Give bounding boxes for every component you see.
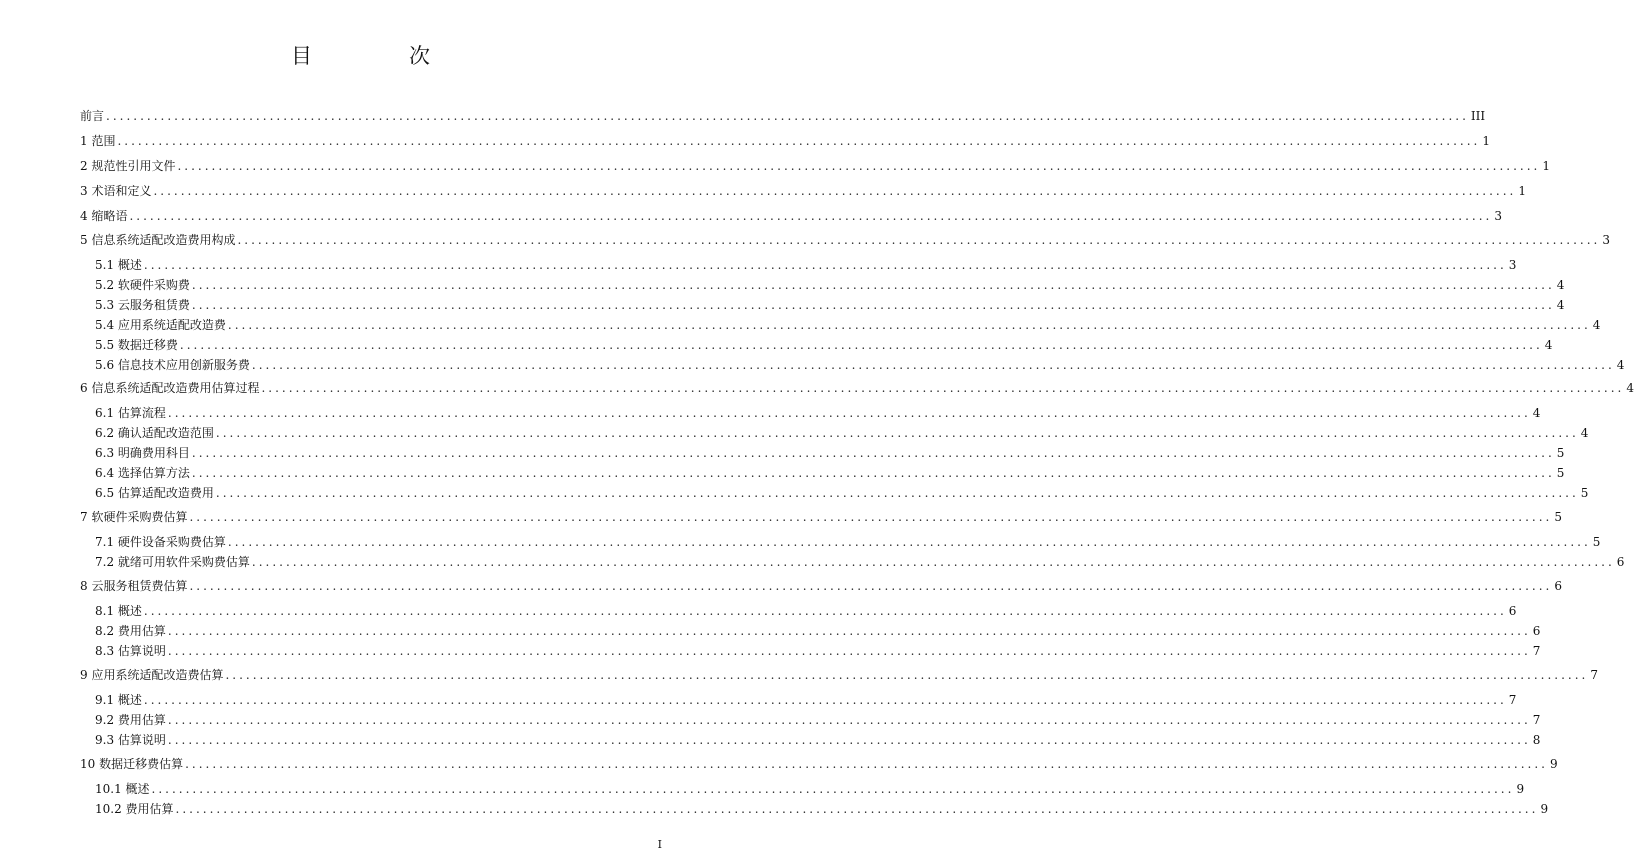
toc-entry[interactable] (95, 402, 1541, 420)
toc-entry-label: 5.1 概述 (95, 258, 142, 272)
toc-entry-page: 3 (1508, 258, 1517, 272)
toc-entry-page: 9 (1549, 757, 1558, 771)
toc-entry-page: 4 (1592, 318, 1601, 332)
toc-leader-dots: ........................................................................................................................................................................................................ (227, 318, 1591, 332)
toc-entry-page: 6 (1532, 624, 1541, 638)
toc-leader-dots: ........................................................................................................................................................................................................ (179, 338, 1543, 352)
toc-leader-dots: ........................................................................................................................................................................................................ (143, 693, 1507, 707)
toc-leader-dots: ........................................................................................................................................................................................................ (215, 426, 1579, 440)
toc-entry[interactable] (95, 314, 1601, 332)
toc-entry-label: 10.1 概述 (95, 782, 150, 796)
toc-entry-label: 6.5 估算适配改造费用 (95, 486, 214, 500)
toc-entry-page: 5 (1554, 510, 1562, 524)
toc-entry-label: 7.2 就绪可用软件采购费估算 (95, 555, 250, 569)
toc-entry[interactable] (80, 506, 1562, 524)
toc-entry-label: 6.2 确认适配改造范围 (95, 426, 214, 440)
toc-entry[interactable] (95, 689, 1517, 707)
toc-entry-label: 前言 (80, 109, 105, 123)
toc-leader-dots: ........................................................................................................................................................................................................ (153, 184, 1517, 198)
toc-entry[interactable] (80, 377, 1634, 395)
toc-entry-label: 4 缩略语 (80, 209, 128, 223)
page-title: 目 次 (291, 44, 468, 68)
toc-entry-label: 6.3 明确费用科目 (95, 446, 190, 460)
toc-leader-dots: ........................................................................................................................................................................................................ (191, 278, 1555, 292)
toc-entry-label: 5.3 云服务租赁费 (95, 298, 190, 312)
toc-entry-label: 3 术语和定义 (80, 184, 152, 198)
toc-entry-label: 6.4 选择估算方法 (95, 466, 190, 480)
toc-entry-label: 5.2 软硬件采购费 (95, 278, 190, 292)
toc-entry-label: 7 软硬件采购费估算 (80, 510, 188, 524)
toc-entry-page: 5 (1556, 466, 1565, 480)
toc-entry-label: 5.6 信息技术应用创新服务费 (95, 358, 250, 372)
toc-entry[interactable] (95, 600, 1517, 618)
toc-entry-page: III (1470, 109, 1486, 123)
toc-leader-dots: ........................................................................................................................................................................................................ (151, 782, 1515, 796)
toc-entry-page: 3 (1494, 209, 1502, 223)
toc-leader-dots: ........................................................................................................................................................................................................ (167, 644, 1531, 658)
toc-entry-label: 8 云服务租赁费估算 (80, 579, 188, 593)
toc-entry[interactable] (95, 294, 1565, 312)
toc-entry-page: 5 (1556, 446, 1565, 460)
toc-entry-label: 6 信息系统适配改造费用估算过程 (80, 381, 260, 395)
toc-entry-page: 4 (1556, 298, 1565, 312)
toc-entry-label: 9.2 费用估算 (95, 713, 166, 727)
toc-entry-page: 6 (1554, 579, 1562, 593)
toc-entry-page: 1 (1482, 134, 1490, 148)
toc-entry-label: 6.1 估算流程 (95, 406, 166, 420)
toc-entry-page: 4 (1580, 426, 1589, 440)
toc-entry-page: 7 (1532, 644, 1541, 658)
toc-leader-dots: ........................................................................................................................................................................................................ (191, 298, 1555, 312)
toc-entry-page: 4 (1626, 381, 1634, 395)
toc-entry[interactable] (95, 729, 1541, 747)
toc-entry[interactable] (95, 482, 1589, 500)
toc-entry[interactable] (80, 753, 1558, 771)
toc-entry[interactable] (95, 354, 1625, 372)
toc-entry[interactable] (95, 442, 1565, 460)
toc-entry-label: 5.5 数据迁移费 (95, 338, 178, 352)
toc-leader-dots: ........................................................................................................................................................................................................ (175, 802, 1539, 816)
toc-entry-page: 9 (1516, 782, 1525, 796)
toc-entry[interactable] (80, 105, 1486, 123)
toc-leader-dots: ........................................................................................................................................................................................................ (143, 258, 1507, 272)
toc-entry-label: 2 规范性引用文件 (80, 159, 176, 173)
toc-entry[interactable] (95, 422, 1589, 440)
toc-entry-page: 8 (1532, 733, 1541, 747)
toc-entry-label: 5 信息系统适配改造费用构成 (80, 233, 236, 247)
toc-entry[interactable] (95, 334, 1553, 352)
toc-leader-dots: ........................................................................................................................................................................................................ (129, 209, 1493, 223)
toc-entry-label: 7.1 硬件设备采购费估算 (95, 535, 226, 549)
toc-entry[interactable] (95, 798, 1549, 816)
toc-entry[interactable] (95, 531, 1601, 549)
toc-entry[interactable] (95, 274, 1565, 292)
toc-leader-dots: ........................................................................................................................................................................................................ (237, 233, 1601, 247)
toc-entry-page: 1 (1518, 184, 1526, 198)
toc-entry-page: 9 (1540, 802, 1549, 816)
toc-entry-label: 8.3 估算说明 (95, 644, 166, 658)
toc-entry-page: 7 (1532, 713, 1541, 727)
toc-entry[interactable] (95, 709, 1541, 727)
toc-entry-page: 5 (1592, 535, 1601, 549)
toc-entry-label: 9.1 概述 (95, 693, 142, 707)
toc-entry[interactable] (80, 155, 1550, 173)
toc-entry-label: 10.2 费用估算 (95, 802, 174, 816)
toc-leader-dots: ........................................................................................................................................................................................................ (227, 535, 1591, 549)
toc-entry[interactable] (80, 664, 1598, 682)
toc-leader-dots: ........................................................................................................................................................................................................ (106, 109, 1469, 123)
toc-leader-dots: ........................................................................................................................................................................................................ (143, 604, 1507, 618)
toc-entry[interactable] (95, 778, 1525, 796)
page-number: I (657, 838, 662, 851)
toc-leader-dots: ........................................................................................................................................................................................................ (167, 406, 1531, 420)
toc-entry[interactable] (80, 180, 1526, 198)
toc-entry[interactable] (80, 130, 1490, 148)
toc-leader-dots: ........................................................................................................................................................................................................ (185, 757, 1548, 771)
toc-leader-dots: ........................................................................................................................................................................................................ (191, 466, 1555, 480)
toc-leader-dots: ........................................................................................................................................................................................................ (251, 555, 1615, 569)
toc-entry-page: 4 (1616, 358, 1625, 372)
toc-leader-dots: ........................................................................................................................................................................................................ (191, 446, 1555, 460)
toc-entry-page: 7 (1590, 668, 1598, 682)
toc-entry-page: 4 (1532, 406, 1541, 420)
toc-entry-page: 3 (1602, 233, 1610, 247)
toc-entry-page: 5 (1580, 486, 1589, 500)
toc-entry-page: 6 (1616, 555, 1625, 569)
toc-leader-dots: ........................................................................................................................................................................................................ (251, 358, 1615, 372)
toc-leader-dots: ........................................................................................................................................................................................................ (167, 733, 1531, 747)
toc-entry-label: 8.1 概述 (95, 604, 142, 618)
toc-entry-page: 7 (1508, 693, 1517, 707)
toc-leader-dots: ........................................................................................................................................................................................................ (167, 624, 1531, 638)
toc-entry[interactable] (95, 620, 1541, 638)
toc-entry-label: 8.2 费用估算 (95, 624, 166, 638)
toc-entry-page: 4 (1544, 338, 1553, 352)
toc-entry-label: 9.3 估算说明 (95, 733, 166, 747)
toc-leader-dots: ........................................................................................................................................................................................................ (177, 159, 1541, 173)
toc-leader-dots: ........................................................................................................................................................................................................ (189, 510, 1553, 524)
toc-entry-label: 5.4 应用系统适配改造费 (95, 318, 226, 332)
toc-entry[interactable] (80, 229, 1610, 247)
toc-entry-page: 1 (1542, 159, 1550, 173)
toc-entry[interactable] (95, 254, 1517, 272)
toc-leader-dots: ........................................................................................................................................................................................................ (117, 134, 1481, 148)
toc-entry-page: 6 (1508, 604, 1517, 618)
toc-entry[interactable] (80, 575, 1562, 593)
toc-entry-label: 9 应用系统适配改造费估算 (80, 668, 224, 682)
toc-entry[interactable] (80, 205, 1502, 223)
toc-leader-dots: ........................................................................................................................................................................................................ (189, 579, 1553, 593)
toc-entry-page: 4 (1556, 278, 1565, 292)
toc-entry[interactable] (95, 551, 1625, 569)
toc-leader-dots: ........................................................................................................................................................................................................ (261, 381, 1625, 395)
toc-leader-dots: ........................................................................................................................................................................................................ (215, 486, 1579, 500)
toc-entry-label: 1 范围 (80, 134, 116, 148)
toc-entry[interactable] (95, 462, 1565, 480)
toc-leader-dots: ........................................................................................................................................................................................................ (167, 713, 1531, 727)
toc-entry-label: 10 数据迁移费估算 (80, 757, 184, 771)
toc-entry[interactable] (95, 640, 1541, 658)
toc-leader-dots: ........................................................................................................................................................................................................ (225, 668, 1589, 682)
